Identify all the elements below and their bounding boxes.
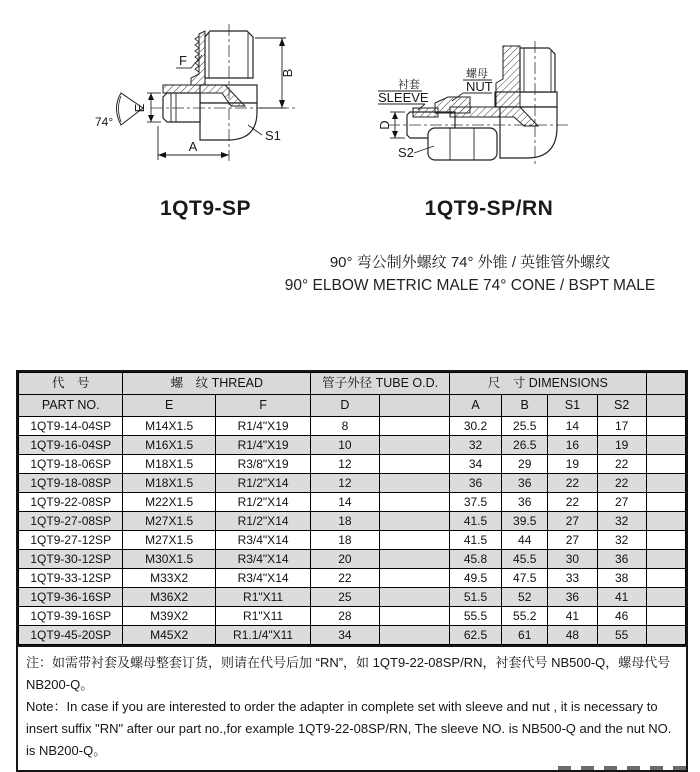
cell-blank1 (379, 588, 449, 607)
cell-f: R1/2"X14 (215, 493, 310, 512)
cell-s1: 30 (548, 550, 597, 569)
cell-b: 47.5 (502, 569, 548, 588)
col-blank-2 (646, 395, 685, 417)
cell-a: 30.2 (449, 417, 501, 436)
cell-d: 28 (311, 607, 379, 626)
cell-part_no: 1QT9-36-16SP (19, 588, 123, 607)
cell-blank1 (379, 607, 449, 626)
cell-blank2 (646, 455, 685, 474)
cell-a: 62.5 (449, 626, 501, 645)
dim-label-a: A (188, 139, 198, 154)
product-heading (240, 251, 700, 297)
cell-e: M45X2 (123, 626, 215, 645)
dim-label-s2: S2 (398, 145, 414, 160)
cell-s1: 14 (548, 417, 597, 436)
cell-s2: 32 (597, 531, 646, 550)
sleeve-section-hatch (413, 108, 438, 117)
product-heading-cn: 90° 弯公制外螺纹 74° 外锥 / 英锥管外螺纹 (329, 254, 611, 271)
cell-e: M33X2 (123, 569, 215, 588)
cell-blank2 (646, 436, 685, 455)
cell-a: 41.5 (449, 512, 501, 531)
cell-b: 29 (502, 455, 548, 474)
table-row (19, 531, 686, 550)
cell-d: 18 (311, 531, 379, 550)
dim-label-d: D (377, 120, 392, 130)
cell-s1: 33 (548, 569, 597, 588)
table-row (19, 588, 686, 607)
cell-part_no: 1QT9-30-12SP (19, 550, 123, 569)
cell-part_no: 1QT9-18-08SP (19, 474, 123, 493)
cell-part_no: 1QT9-27-08SP (19, 512, 123, 531)
cell-b: 44 (502, 531, 548, 550)
cell-s1: 27 (548, 512, 597, 531)
cell-f: R1/2"X14 (215, 512, 310, 531)
col-group-blank (646, 373, 685, 395)
col-e: E (123, 395, 215, 417)
col-blank-1 (379, 395, 449, 417)
cell-b: 25.5 (502, 417, 548, 436)
cell-s1: 22 (548, 493, 597, 512)
col-f: F (215, 395, 310, 417)
cell-a: 34 (449, 455, 501, 474)
cell-blank1 (379, 569, 449, 588)
cell-s2: 36 (597, 550, 646, 569)
table-row (19, 455, 686, 474)
cell-s2: 17 (597, 417, 646, 436)
table-row (19, 550, 686, 569)
cell-blank1 (379, 550, 449, 569)
cell-f: R3/4"X14 (215, 569, 310, 588)
cell-b: 45.5 (502, 550, 548, 569)
cell-b: 52 (502, 588, 548, 607)
table-row (19, 436, 686, 455)
cell-part_no: 1QT9-14-04SP (19, 417, 123, 436)
cell-e: M30X1.5 (123, 550, 215, 569)
nut-section-hatch (435, 97, 470, 113)
cell-a: 37.5 (449, 493, 501, 512)
cell-b: 26.5 (502, 436, 548, 455)
cell-s2: 41 (597, 588, 646, 607)
thread-serration (195, 36, 199, 72)
cell-f: R1"X11 (215, 588, 310, 607)
col-group-dimensions: 尺 寸 DIMENSIONS (449, 373, 646, 395)
cell-blank2 (646, 626, 685, 645)
table-row (19, 512, 686, 531)
table-row (19, 474, 686, 493)
cell-s2: 55 (597, 626, 646, 645)
sleeve-label-en: SLEEVE (378, 90, 429, 105)
cell-blank1 (379, 493, 449, 512)
table-header-row-columns (19, 395, 686, 417)
cell-d: 10 (311, 436, 379, 455)
dim-label-f: F (179, 53, 187, 68)
col-group-tube-od: 管子外径 TUBE O.D. (311, 373, 450, 395)
cell-b: 61 (502, 626, 548, 645)
cell-e: M36X2 (123, 588, 215, 607)
cell-e: M27X1.5 (123, 531, 215, 550)
cell-blank2 (646, 569, 685, 588)
cell-d: 12 (311, 474, 379, 493)
cell-blank2 (646, 512, 685, 531)
cell-f: R1/4"X19 (215, 436, 310, 455)
order-notes (18, 645, 686, 770)
cell-part_no: 1QT9-22-08SP (19, 493, 123, 512)
cell-d: 20 (311, 550, 379, 569)
col-group-thread: 螺 纹 THREAD (123, 373, 311, 395)
cell-blank2 (646, 607, 685, 626)
cell-s1: 27 (548, 531, 597, 550)
dim-label-b: B (280, 68, 295, 78)
cell-e: M27X1.5 (123, 512, 215, 531)
cell-b: 36 (502, 474, 548, 493)
cell-f: R1"X11 (215, 607, 310, 626)
order-note-cn: 注：如需带衬套及螺母整套订货，则请在代号后加 “RN”，如 1QT9-22-08SP/RN，衬套代号 NB500-Q，螺母代号 NB200-Q。 (26, 655, 671, 692)
nut-label-en: NUT (466, 79, 493, 94)
cell-e: M39X2 (123, 607, 215, 626)
model-name-sp-rn: 1QT9-SP/RN (424, 197, 554, 220)
elbow-fitting-drawing-sp-rn (370, 25, 670, 180)
product-heading-en: 90° ELBOW METRIC MALE 74° CONE / BSPT MALE (284, 277, 656, 294)
nut-label-cn: 螺母 (466, 68, 488, 80)
cell-f: R1/2"X14 (215, 474, 310, 493)
cell-a: 36 (449, 474, 501, 493)
cell-a: 45.8 (449, 550, 501, 569)
col-s1: S1 (548, 395, 597, 417)
table-row (19, 626, 686, 645)
col-part-no: PART NO. (19, 395, 123, 417)
cropped-watermark-artifact (558, 766, 690, 770)
cell-s1: 41 (548, 607, 597, 626)
cell-part_no: 1QT9-33-12SP (19, 569, 123, 588)
cell-e: M22X1.5 (123, 493, 215, 512)
cell-blank1 (379, 626, 449, 645)
col-a: A (449, 395, 501, 417)
cell-s2: 22 (597, 455, 646, 474)
cell-blank1 (379, 436, 449, 455)
cell-part_no: 1QT9-16-04SP (19, 436, 123, 455)
cell-s1: 36 (548, 588, 597, 607)
cell-f: R3/4"X14 (215, 550, 310, 569)
cell-blank1 (379, 474, 449, 493)
cell-blank2 (646, 588, 685, 607)
col-b: B (502, 395, 548, 417)
cell-s2: 46 (597, 607, 646, 626)
cell-b: 39.5 (502, 512, 548, 531)
sleeve-label-cn: 衬套 (398, 79, 420, 91)
col-group-part-no: 代 号 (19, 373, 123, 395)
section-hatch (496, 46, 520, 107)
cell-blank1 (379, 455, 449, 474)
cell-d: 25 (311, 588, 379, 607)
cell-part_no: 1QT9-18-06SP (19, 455, 123, 474)
cell-blank2 (646, 550, 685, 569)
cell-blank2 (646, 493, 685, 512)
cone-angle-label: 74° (95, 115, 114, 129)
table-row (19, 417, 686, 436)
cell-e: M18X1.5 (123, 455, 215, 474)
dim-label-s1: S1 (265, 128, 281, 143)
cell-a: 55.5 (449, 607, 501, 626)
cell-s2: 22 (597, 474, 646, 493)
cell-b: 36 (502, 493, 548, 512)
order-note-en: Note：In case if you are interested to order the adapter in complete set with sleeve and nut , it is necessary to insert suffix "RN" after our part no.,for example 1QT9-22-08SP/RN, The sleeve NO. is NB500-Q and the nut NO. is NB200-Q。 (26, 699, 672, 758)
cell-blank2 (646, 531, 685, 550)
parts-table (18, 372, 686, 645)
cell-e: M16X1.5 (123, 436, 215, 455)
cell-d: 34 (311, 626, 379, 645)
spec-sheet (16, 370, 688, 772)
cell-blank1 (379, 417, 449, 436)
cell-s2: 27 (597, 493, 646, 512)
cell-part_no: 1QT9-39-16SP (19, 607, 123, 626)
cell-a: 32 (449, 436, 501, 455)
cell-d: 18 (311, 512, 379, 531)
table-row (19, 569, 686, 588)
cell-s1: 16 (548, 436, 597, 455)
cell-f: R1.1/4"X11 (215, 626, 310, 645)
cell-s1: 19 (548, 455, 597, 474)
cell-f: R3/4"X14 (215, 531, 310, 550)
cell-blank2 (646, 417, 685, 436)
cell-e: M14X1.5 (123, 417, 215, 436)
cell-a: 49.5 (449, 569, 501, 588)
cell-blank1 (379, 512, 449, 531)
cell-s2: 19 (597, 436, 646, 455)
cell-d: 14 (311, 493, 379, 512)
cell-f: R3/8"X19 (215, 455, 310, 474)
table-row (19, 607, 686, 626)
table-header-row-groups (19, 373, 686, 395)
cell-b: 55.2 (502, 607, 548, 626)
cell-s1: 48 (548, 626, 597, 645)
cell-part_no: 1QT9-27-12SP (19, 531, 123, 550)
cell-s2: 32 (597, 512, 646, 531)
cell-a: 41.5 (449, 531, 501, 550)
elbow-fitting-drawing-sp (95, 8, 330, 176)
cell-s1: 22 (548, 474, 597, 493)
model-name-sp: 1QT9-SP (159, 197, 252, 220)
cell-blank1 (379, 531, 449, 550)
dim-label-e: E (132, 103, 147, 113)
cell-part_no: 1QT9-45-20SP (19, 626, 123, 645)
section-hatch (191, 31, 205, 85)
cell-d: 12 (311, 455, 379, 474)
table-row (19, 493, 686, 512)
parts-table-body (19, 417, 686, 645)
cell-a: 51.5 (449, 588, 501, 607)
col-s2: S2 (597, 395, 646, 417)
cell-s2: 38 (597, 569, 646, 588)
cell-blank2 (646, 474, 685, 493)
col-d: D (311, 395, 379, 417)
cell-e: M18X1.5 (123, 474, 215, 493)
cell-d: 8 (311, 417, 379, 436)
cell-f: R1/4"X19 (215, 417, 310, 436)
cell-d: 22 (311, 569, 379, 588)
